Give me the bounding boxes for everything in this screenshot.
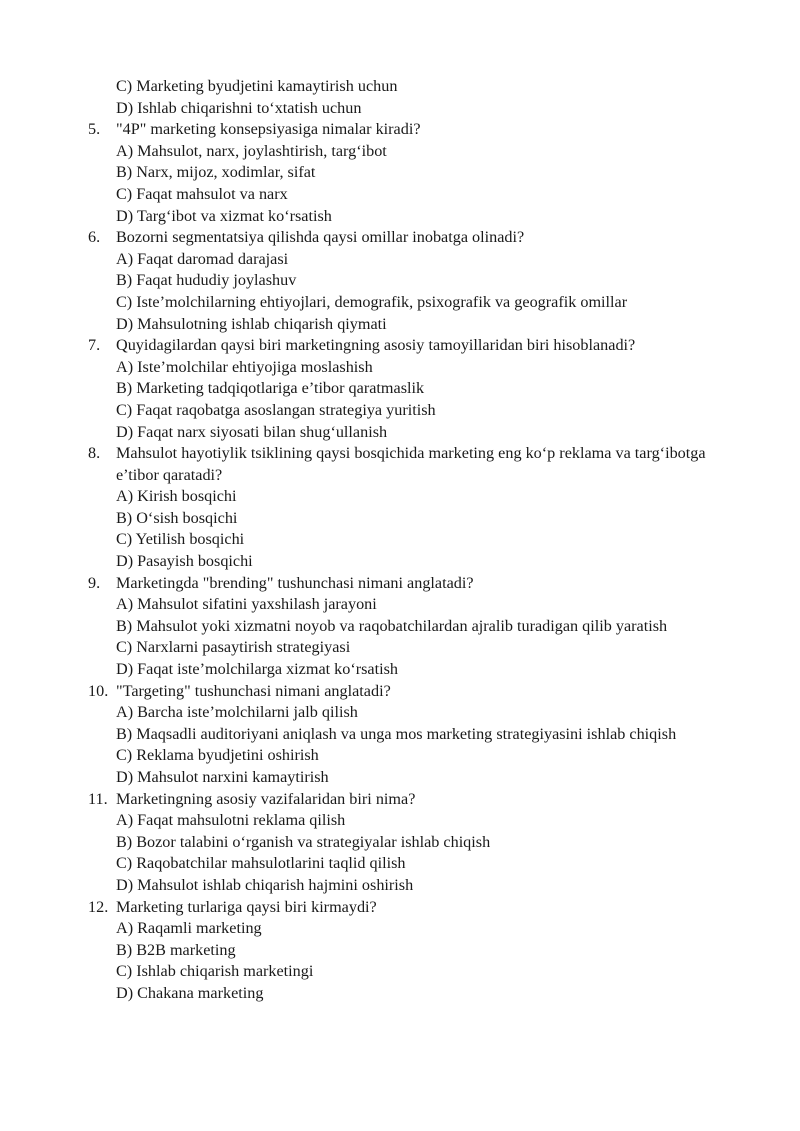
answer-option: A) Faqat daromad darajasi <box>116 249 289 268</box>
answer-option: D) Mahsulot narxini kamaytirish <box>116 768 329 786</box>
answer-option: B) Narx, mijoz, xodimlar, sifat <box>116 163 316 182</box>
answer-option: B) Marketing tadqiqotlariga e’tibor qaratmaslik <box>116 379 425 398</box>
answer-option: B) Maqsadli auditoriyani aniqlash va unga mos marketing strategiyasini ishlab chiqish <box>116 724 677 743</box>
answer-option: D) Faqat narx siyosati bilan shug‘ullanish <box>116 422 388 441</box>
question-11 <box>0 789 800 811</box>
answer-option: C) Narxlarni pasaytirish strategiyasi <box>116 638 351 657</box>
question-number: 7. <box>88 336 101 355</box>
answer-option: A) Kirish bosqichi <box>116 487 237 506</box>
answer-option: C) Reklama byudjetini oshirish <box>116 746 319 765</box>
carryover-option: C) Marketing byudjetini kamaytirish uchun <box>116 77 398 95</box>
question-text: Mahsulot hayotiylik tsiklining qaysi bosqichida marketing eng ko‘p reklama va targ‘ibotga e’tibor qaratadi? <box>116 444 706 484</box>
answer-option: B) B2B marketing <box>116 940 236 959</box>
answer-option: D) Mahsulot ishlab chiqarish hajmini oshirish <box>116 875 414 894</box>
answer-option: C) Faqat mahsulot va narx <box>116 184 288 203</box>
question-10 <box>0 681 800 703</box>
question-5 <box>0 119 800 141</box>
question-text: Marketingda "brending" tushunchasi nimani anglatadi? <box>116 573 474 592</box>
question-number: 8. <box>88 444 101 463</box>
answer-option: C) Iste’molchilarning ehtiyojlari, demografik, psixografik va geografik omillar <box>116 292 628 311</box>
answer-option: A) Faqat mahsulotni reklama qilish <box>116 811 346 830</box>
question-text: Quyidagilardan qaysi biri marketingning asosiy tamoyillaridan biri hisoblanadi? <box>116 336 636 355</box>
question-number: 6. <box>88 228 101 247</box>
question-12 <box>0 897 800 919</box>
carryover-option: D) Ishlab chiqarishni to‘xtatish uchun <box>116 98 362 117</box>
question-text: "4P" marketing konsepsiyasiga nimalar kiradi? <box>116 120 421 139</box>
question-text: "Targeting" tushunchasi nimani anglatadi? <box>116 681 391 700</box>
answer-option: A) Barcha iste’molchilarni jalb qilish <box>116 703 358 722</box>
answer-option: D) Targ‘ibot va xizmat ko‘rsatish <box>116 206 332 225</box>
answer-option: B) O‘sish bosqichi <box>116 508 238 527</box>
answer-option: A) Mahsulot, narx, joylashtirish, targ‘ibot <box>116 141 387 160</box>
question-number: 5. <box>88 120 101 139</box>
answer-option: B) Bozor talabini o‘rganish va strategiyalar ishlab chiqish <box>116 832 491 851</box>
answer-option: A) Raqamli marketing <box>116 919 262 938</box>
answer-option: C) Ishlab chiqarish marketingi <box>116 962 314 981</box>
answer-option: D) Pasayish bosqichi <box>116 552 253 571</box>
answer-option: D) Faqat iste’molchilarga xizmat ko‘rsatish <box>116 660 399 679</box>
answer-option: C) Yetilish bosqichi <box>116 530 245 549</box>
answer-option: D) Mahsulotning ishlab chiqarish qiymati <box>116 314 387 333</box>
answer-option: A) Iste’molchilar ehtiyojiga moslashish <box>116 357 373 376</box>
question-text: Bozorni segmentatsiya qilishda qaysi omillar inobatga olinadi? <box>116 228 525 247</box>
question-8 <box>0 443 800 486</box>
question-text: Marketingning asosiy vazifalaridan biri nima? <box>116 789 416 808</box>
answer-option: C) Faqat raqobatga asoslangan strategiya yuritish <box>116 400 436 419</box>
question-9 <box>0 573 800 595</box>
question-number: 11. <box>88 789 108 808</box>
question-number: 9. <box>88 573 101 592</box>
question-6 <box>0 227 800 249</box>
question-number: 12. <box>88 897 109 916</box>
document-page <box>0 76 800 1005</box>
answer-option: B) Faqat hududiy joylashuv <box>116 271 297 290</box>
answer-option: C) Raqobatchilar mahsulotlarini taqlid qilish <box>116 854 406 873</box>
question-number: 10. <box>88 681 109 700</box>
question-text: Marketing turlariga qaysi biri kirmaydi? <box>116 897 377 916</box>
answer-option: A) Mahsulot sifatini yaxshilash jarayoni <box>116 595 377 614</box>
answer-option: D) Chakana marketing <box>116 983 264 1002</box>
question-7 <box>0 335 800 357</box>
answer-option: B) Mahsulot yoki xizmatni noyob va raqobatchilardan ajralib turadigan qilib yaratish <box>116 616 668 635</box>
